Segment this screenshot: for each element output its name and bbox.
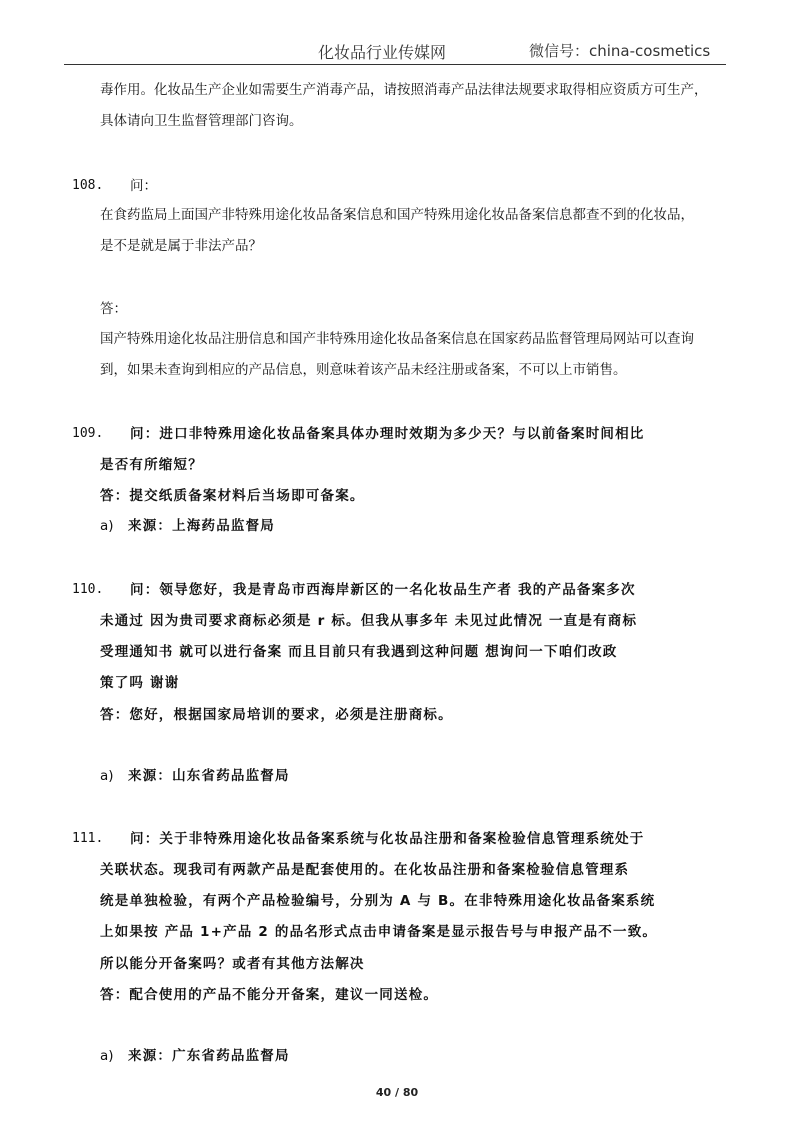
question-text: 问：关于非特殊用途化妆品备案系统与化妆品注册和备案检验信息管理系统处于 [130, 831, 645, 847]
question-number: 109. [72, 426, 104, 441]
question-text: 统是单独检验，有两个产品检验编号，分别为 A 与 B。在非特殊用途化妆品备案系统 [100, 893, 656, 909]
question-text: 是否有所缩短？ [100, 457, 203, 473]
source-text: 来源：上海药品监督局 [128, 518, 275, 534]
question-text: 所以能分开备案吗？或者有其他方法解决 [100, 956, 365, 972]
question-text: 问：领导您好，我是青岛市西海岸新区的一名化妆品生产者 我的产品备案多次 [130, 582, 636, 598]
question-number: 108. [72, 178, 104, 193]
source-marker: a) [100, 518, 114, 534]
question-text: 受理通知书 就可以进行备案 而且目前只有我遇到这种问题 想询问一下咱们改政 [100, 644, 618, 660]
answer-label: 答： [100, 301, 127, 317]
question-text: 关联状态。现我司有两款产品是配套使用的。在化妆品注册和备案检验信息管理系 [100, 862, 630, 878]
continued-text-line: 毒作用。化妆品生产企业如需要生产消毒产品，请按照消毒产品法律法规要求取得相应资质方可生产， [100, 82, 708, 98]
question-number: 110. [72, 582, 104, 597]
answer-text: 到，如果未查询到相应的产品信息，则意味着该产品未经注册或备案，不可以上市销售。 [100, 362, 627, 378]
site-name: 化妆品行业传媒网 [318, 43, 447, 62]
answer-text: 答：提交纸质备案材料后当场即可备案。 [100, 488, 365, 504]
question-text: 在食药监局上面国产非特殊用途化妆品备案信息和国产特殊用途化妆品备案信息都查不到的化妆品， [100, 207, 694, 223]
question-text: 问：进口非特殊用途化妆品备案具体办理时效期为多少天？与以前备案时间相比 [130, 426, 645, 442]
source-text: 来源：山东省药品监督局 [128, 768, 290, 784]
source-marker: a) [100, 768, 114, 784]
question-text: 未通过 因为贵司要求商标必须是 r 标。但我从事多年 未见过此情况 一直是有商标 [100, 613, 638, 629]
continued-text-line: 具体请向卫生监督管理部门咨询。 [100, 113, 303, 129]
wechat-id: 微信号：china-cosmetics [529, 42, 711, 60]
page-header [64, 38, 726, 65]
answer-text: 答：配合使用的产品不能分开备案，建议一同送检。 [100, 987, 439, 1003]
question-text: 上如果按 产品 1+产品 2 的品名形式点击申请备案是显示报告号与申报产品不一致。 [100, 924, 658, 940]
question-number: 111. [72, 831, 104, 846]
answer-text: 国产特殊用途化妆品注册信息和国产非特殊用途化妆品备案信息在国家药品监督管理局网站可以查询 [100, 331, 694, 347]
source-text: 来源：广东省药品监督局 [128, 1048, 290, 1064]
question-text: 是不是就是属于非法产品？ [100, 238, 262, 254]
page-number: 40 / 80 [375, 1086, 419, 1099]
answer-text: 答：您好，根据国家局培训的要求，必须是注册商标。 [100, 707, 453, 723]
question-text: 策了吗 谢谢 [100, 675, 180, 691]
source-marker: a) [100, 1048, 114, 1064]
question-label: 问： [130, 178, 157, 194]
